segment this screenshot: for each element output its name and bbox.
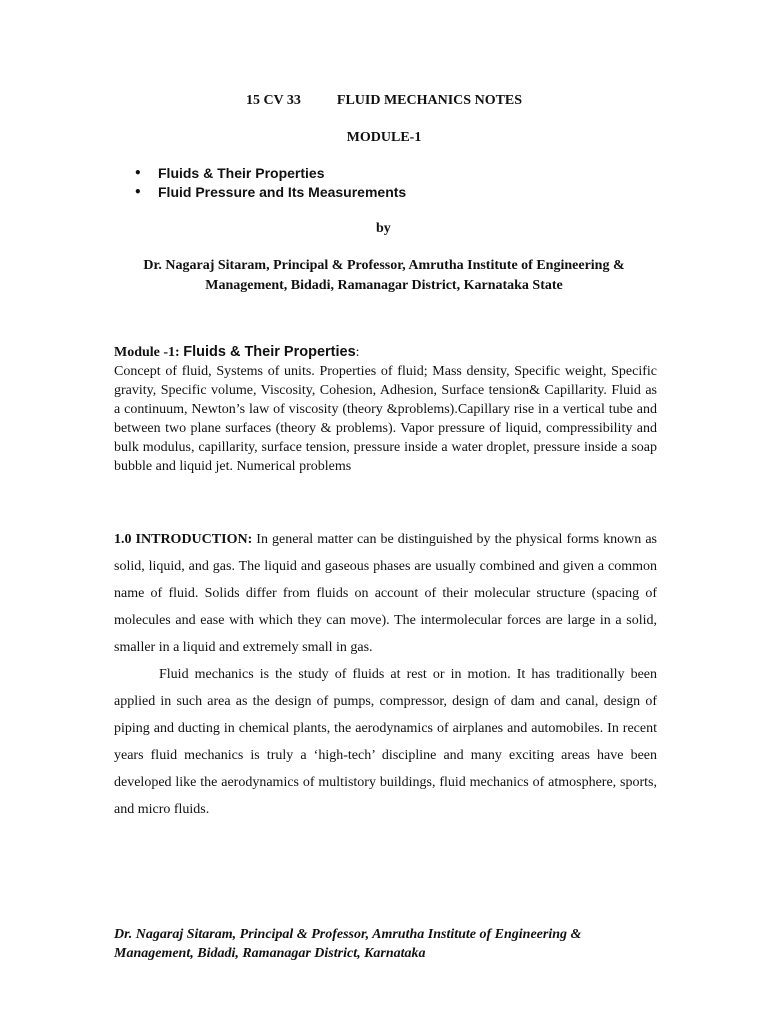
section-heading: 1.0 INTRODUCTION: — [114, 532, 253, 547]
bullet-dot-icon: • — [134, 166, 142, 180]
topic-list — [134, 164, 406, 202]
syllabus-colon: : — [355, 345, 360, 360]
module-label: MODULE-1 — [346, 130, 422, 145]
footer-line: Management, Bidadi, Ramanagar District, Karnataka — [114, 946, 426, 961]
module-syllabus — [114, 343, 657, 476]
footer-line: Dr. Nagaraj Sitaram, Principal & Professor, Amrutha Institute of Engineering & — [114, 927, 582, 942]
course-code: 15 CV 33 — [245, 93, 301, 108]
list-item — [134, 183, 406, 202]
syllabus-prefix: Module -1: — [114, 345, 184, 360]
introduction-section — [114, 526, 657, 823]
author-line: Management, Bidadi, Ramanagar District, Karnataka State — [205, 278, 563, 293]
paragraph — [114, 526, 657, 661]
syllabus-body: Concept of fluid, Systems of units. Properties of fluid; Mass density, Specific weight, Specific gravity, Specific volume, Viscosity, Cohesion, Adhesion, Surface tension& Capillarity. Fluid as a continuum, Newton’s law of viscosity (theory &problems).Capillary rise in a vertical tube and between two plane surfaces (theory & problems). Vapor pressure of liquid, compressibility and bulk modulus, capillarity, surface tension, pressure inside a water droplet, pressure inside a soap bubble and liquid jet. Numerical problems — [114, 364, 657, 474]
bullet-dot-icon: • — [134, 185, 142, 199]
document-title: FLUID MECHANICS NOTES — [336, 93, 523, 108]
paragraph-text: Fluid mechanics is the study of fluids at rest or in motion. It has traditionally been applied in such area as the design of pumps, compressor, design of dam and canal, design of piping and ducting in chemical plants, the aerodynamics of airplanes and automobiles. In recent years fluid mechanics is truly a ‘high-tech’ discipline and many exciting areas have been developed like the aerodynamics of multistory buildings, fluid mechanics of atmosphere, sports, and micro fluids. — [114, 667, 657, 817]
syllabus-title: Fluids & Their Properties — [183, 344, 356, 360]
list-item — [134, 164, 406, 183]
by-label: by — [376, 221, 391, 236]
author-line: Dr. Nagaraj Sitaram, Principal & Professor, Amrutha Institute of Engineering & — [143, 258, 625, 273]
paragraph — [114, 661, 657, 823]
page-footer — [114, 925, 674, 963]
paragraph-text: In general matter can be distinguished by the physical forms known as solid, liquid, and gas. The liquid and gaseous phases are usually combined and given a common name of fluid. Solids differ from fluids on account of their molecular structure (spacing of molecules and ease with which they can move). The intermolecular forces are large in a solid, smaller in a liquid and extremely small in gas. — [114, 532, 657, 655]
document-header — [0, 93, 768, 109]
topic-label: Fluid Pressure and Its Measurements — [158, 184, 407, 200]
topic-label: Fluids & Their Properties — [158, 165, 325, 181]
author-block — [100, 256, 668, 296]
